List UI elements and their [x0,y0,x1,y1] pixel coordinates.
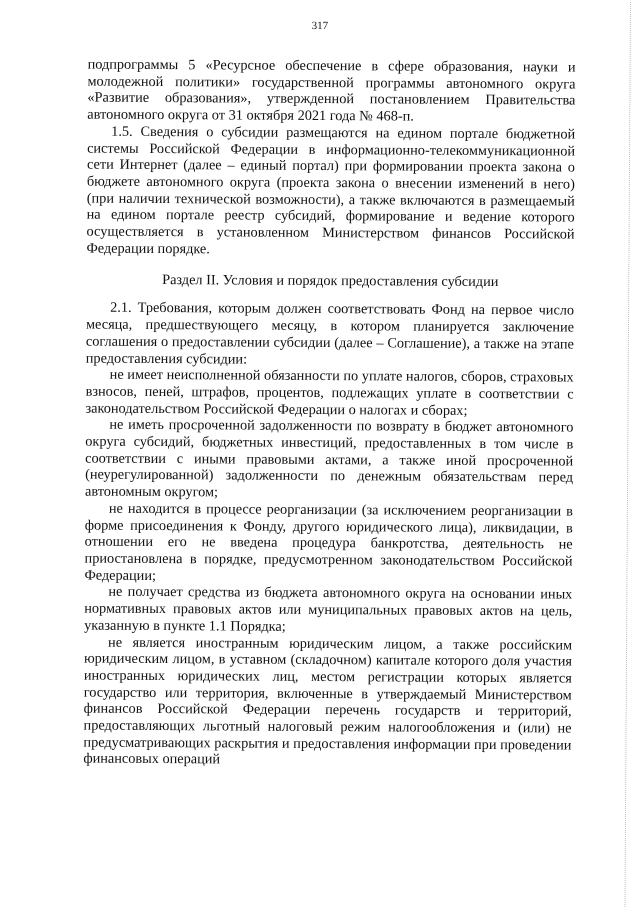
paragraph-1-5: 1.5. Сведения о субсидии размещаются на едином портале бюджетной системы Российской Федерации в информационно-телекоммуникационной сети Интернет (далее – единый портал) при формировании проекта закона о бюджете автономного округа (проекта закона о внесении изменений в него) (при наличии технической возможности), а также включаются в размещаемый на едином портале реестр субсидий, формирование и ведение которого осуществляется в установленном Министерством финансов Российской Федерации порядке. [86,123,576,258]
requirement-foreign-entity: не является иностранным юридическим лицом, а также российским юридическим лицом, в уставном (складочном) капитале которого доля участия иностранных юридических лиц, местом регистрации которых является государство или территория, включенные в утверждаемый Министерством финансов Российской Федерации перечень государств и территорий, предоставляющих льготный налоговый режим налогообложения и (или) не предусматривающих раскрытия и предоставления информации при проведении финансовых операций [83,634,573,768]
paragraph-1-5-continuation: подпрограммы 5 «Ресурсное обеспечение в сфере образования, науки и молодежной политики» государственной программы автономного округа «Развитие образования», утвержденной постановлением Правительства автономного округа от 31 октября 2021 года № 468-п. [87,56,576,125]
section-heading: Раздел II. Условия и порядок предоставления субсидии [162,272,499,291]
requirement-debt: не иметь просроченной задолженности по возврату в бюджет автономного округа субсидий, бюджетных инвестиций, предоставленных в том числе в соответствии с иными правовыми актами, а также иной просроченной (неурегулированной) задолженности по денежным обязательствам перед автономным округом; [84,417,574,501]
scan-edge-divider [624,2,632,907]
document-body [83,57,575,771]
page-number: 317 [311,19,329,33]
paragraph-2-1: 2.1. Требования, которым должен соответствовать Фонд на первое число месяца, предшествующего месяцу, в котором планируется заключение соглашения о предоставлении субсидии (далее – Соглашение), а также на этапе предоставления субсидии: [85,300,575,368]
requirement-reorganization: не находится в процессе реорганизации (за исключением реорганизации в форме присоединения к Фонду, другого юридического лица), ликвидации, в отношении его не введена процедура банкротства, деятельность не приостановлена в порядке, предусмотренном законодательством Российской Федерации; [84,500,573,584]
requirement-other-funding: не получает средства из бюджета автономного округа на основании иных нормативных правовых актов или муниципальных правовых актов на цель, указанную в пункте 1.1 Порядка; [84,584,573,635]
requirement-taxes: не имеет неисполненной обязанности по уплате налогов, сборов, страховых взносов, пеней, штрафов, процентов, подлежащих уплате в соответствии с законодательством Российской Федерации о налогах и сборах; [85,366,574,419]
